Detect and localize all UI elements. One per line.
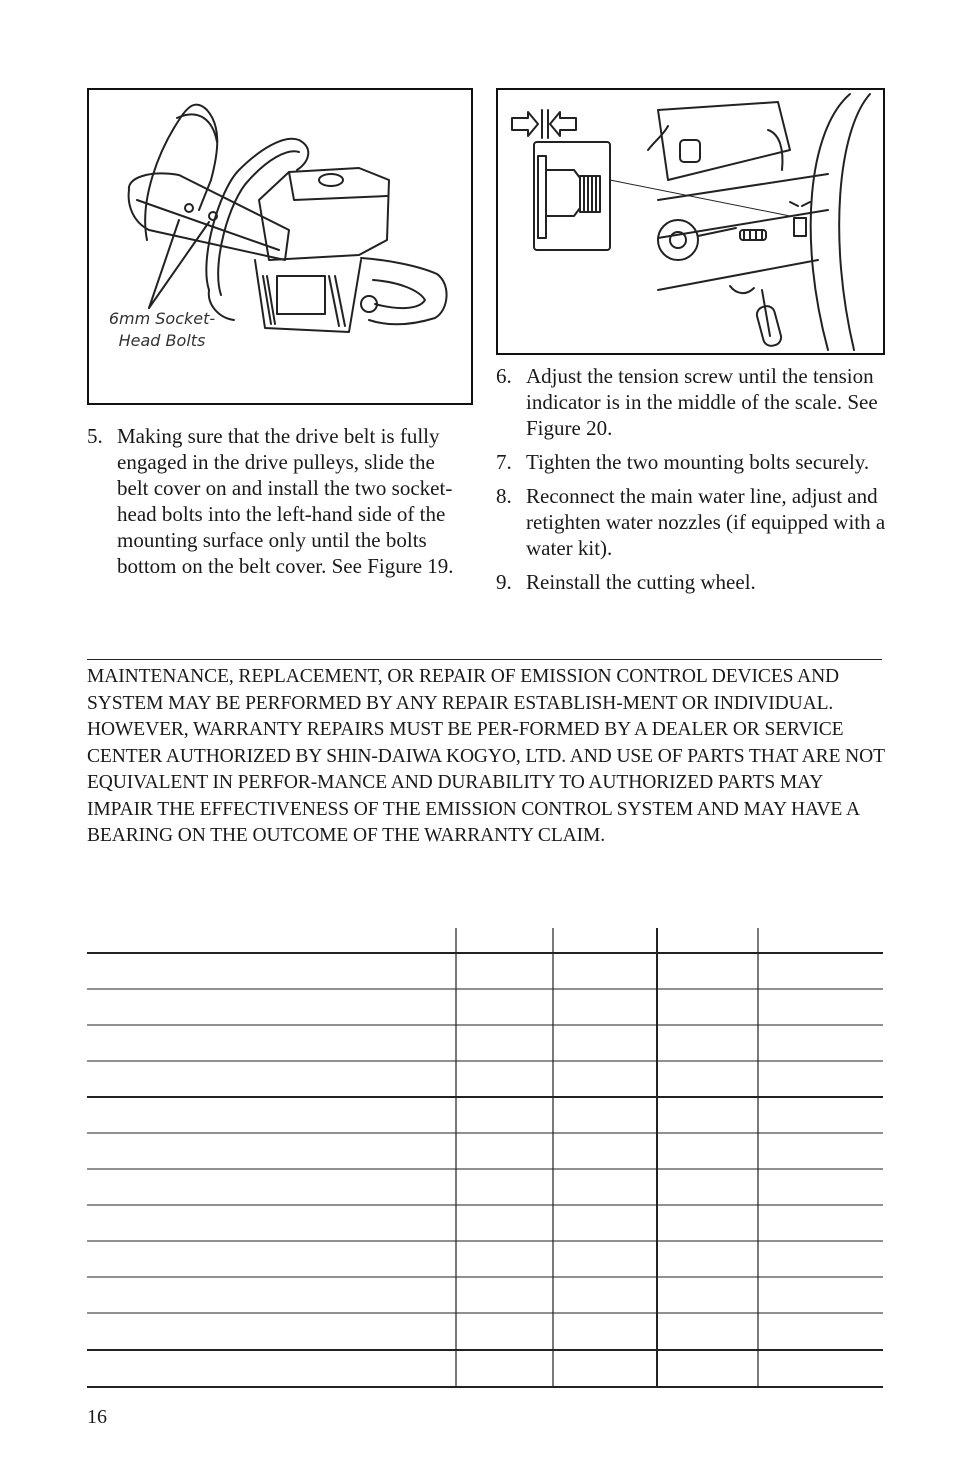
steps-list-right xyxy=(496,363,891,603)
step-item xyxy=(496,569,891,595)
page-number: 16 xyxy=(87,1406,107,1428)
step-number: 9. xyxy=(496,570,512,594)
step-text: Adjust the tension screw until the tension indicator is in the middle of the scale. See Figure 20. xyxy=(526,364,878,440)
bolt-callout xyxy=(97,308,227,352)
tension-indicator-illustration xyxy=(498,90,883,353)
power-cutter-illustration xyxy=(89,90,471,403)
arrow-right-icon xyxy=(512,112,538,136)
arrow-left-icon xyxy=(550,112,576,136)
steps-list-left xyxy=(87,423,467,587)
figure-20-tension-indicator xyxy=(496,88,885,355)
step-text: Making sure that the drive belt is fully engaged in the drive pulleys, slide the belt cover on and install the two socket-head bolts into the left-hand side of the mounting surface only until the bolts bottom on the belt cover. See Figure 19. xyxy=(117,424,454,578)
step-text: Reconnect the main water line, adjust and retighten water nozzles (if equipped with a water kit). xyxy=(526,484,886,560)
emission-warranty-notice: MAINTENANCE, REPLACEMENT, OR REPAIR OF EMISSION CONTROL DEVICES AND SYSTEM MAY BE PERFORMED BY ANY REPAIR ESTABLISH-MENT OR INDIVIDUAL. HOWEVER, WARRANTY REPAIRS MUST BE PER-FORMED BY A DEALER OR SERVICE CENTER AUTHORIZED BY SHIN-DAIWA KOGYO, LTD. AND USE OF PARTS THAT ARE NOT EQUIVALENT IN PERFOR-MANCE AND DURABILITY TO AUTHORIZED PARTS MAY IMPAIR THE EFFECTIVENESS OF THE EMISSION CONTROL SYSTEM AND MAY HAVE A BEARING ON THE OUTCOME OF THE WARRANTY CLAIM. xyxy=(87,666,885,846)
step-item xyxy=(496,449,891,475)
maintenance-table xyxy=(87,928,883,1390)
step-number: 5. xyxy=(87,424,103,448)
figure-19-power-cutter xyxy=(87,88,473,405)
step-item xyxy=(496,363,891,441)
step-number: 8. xyxy=(496,484,512,508)
bolt-callout-line1: 6mm Socket- xyxy=(108,309,216,328)
bolt-callout-line2: Head Bolts xyxy=(118,331,206,350)
section-divider xyxy=(87,659,882,660)
step-number: 7. xyxy=(496,450,512,474)
step-number: 6. xyxy=(496,364,512,388)
step-item xyxy=(496,483,891,561)
step-text: Reinstall the cutting wheel. xyxy=(526,570,756,594)
step-text: Tighten the two mounting bolts securely. xyxy=(526,450,870,474)
step-item xyxy=(87,423,467,579)
